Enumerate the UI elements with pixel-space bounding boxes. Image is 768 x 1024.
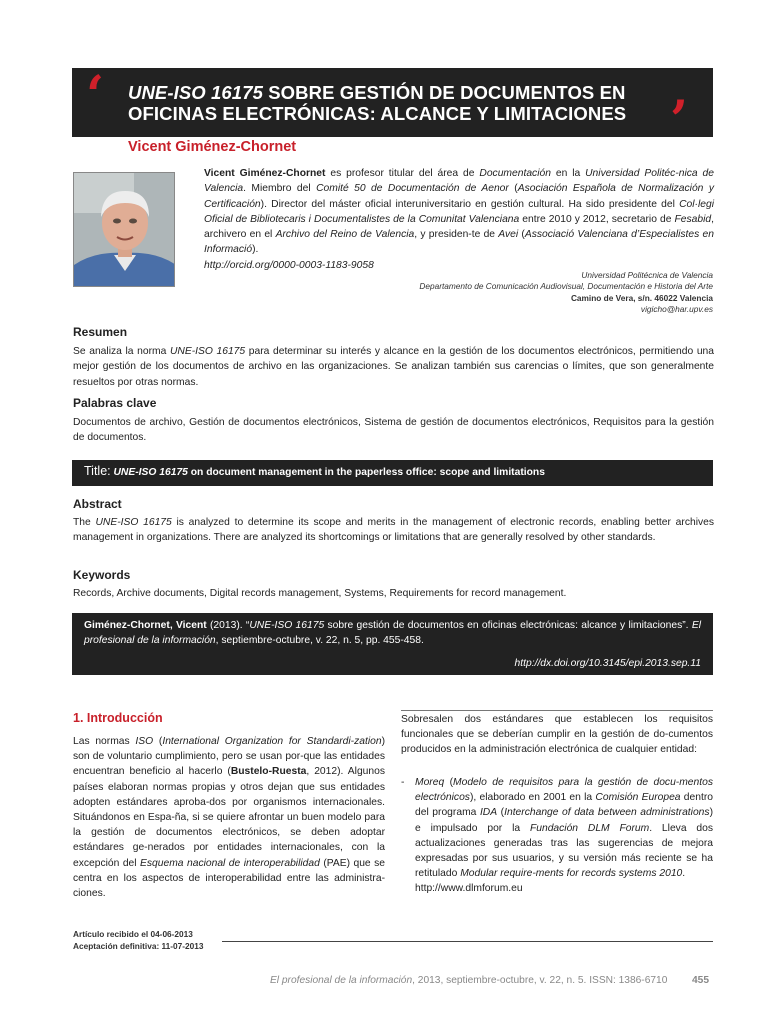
- citation-part: El profesional de la información: [84, 620, 701, 646]
- bullet-marker: -: [401, 777, 405, 788]
- resumen-part: UNE-ISO 16175: [169, 346, 246, 357]
- list-part: Modular require-ments for records systems 2010: [460, 868, 683, 880]
- affiliation-address: Camino de Vera, s/n. 46022 Valencia: [570, 292, 713, 303]
- received-date: Artículo recibido el 04-06-2013: [73, 929, 193, 939]
- keywords-text: Records, Archive documents, Digital records management, Systems, Requirements for record management.: [73, 588, 567, 599]
- citation-box: [72, 613, 713, 675]
- english-title-label: Title:: [84, 464, 111, 478]
- bio-text: entre 2010 y 2012, secretario de: [519, 213, 675, 225]
- right-col-intro: Sobresalen dos estándares que establecen los requisitos funcionales que se deberían cumplir en la gestión de do-cumentos producidos en la administración electrónica de cualquier entidad:: [401, 714, 713, 756]
- list-part: .: [682, 868, 686, 880]
- list-part: Moreq: [415, 777, 445, 788]
- dlm-forum-link[interactable]: http://www.dlmforum.eu: [415, 883, 523, 895]
- palabras-text: Documentos de archivo, Gestión de documentos electrónicos, Sistema de gestión de documentos electrónicos, Requisitos para la gestión de documentos.: [73, 417, 714, 444]
- resumen-part: para determinar su interés y alcance en la gestión de los documentos electrónicos, permitiendo una mejor gestión de los documentos de archivo en las organizaciones. Se analizan también sus carencias o límites, que son generalmente resueltos por otras normas.: [73, 346, 714, 388]
- bio-text: Asociación Española de Normalización y Certificación: [204, 183, 714, 210]
- list-part: (: [497, 807, 505, 819]
- bio-text: Comité 50 de Documentación de Aenor: [316, 183, 509, 195]
- affiliation-department: Departamento de Comunicación Audiovisual, Documentación e Historia del Arte: [419, 281, 713, 292]
- intro-part: ) son de voluntario cumplimiento, pero se usan por-que las entidades encuentran beneficio al hacerlo (: [73, 736, 386, 778]
- intro-part: (: [153, 736, 163, 747]
- title-line2: OFICINAS ELECTRÓNICAS: ALCANCE Y LIMITACIONES: [128, 103, 627, 124]
- intro-part: , 2012). Algunos países elaboran normas propias y otros dejan que sus entidades adopten estándares aproba-dos por organismos internacionales. Situándonos en Espa-ña, si se quiere afrontar un buen modelo para la gestión de documentos electrónicos, se deben adoptar estándares ge-nerados por entidades internacionales, con la excepción del: [73, 766, 385, 869]
- column-divider: [401, 710, 713, 711]
- journal-footer: [270, 975, 667, 986]
- author-affiliation: [313, 270, 713, 316]
- author-photo: [73, 172, 175, 287]
- page-number: 455: [692, 975, 709, 986]
- citation-part: (2013). “: [206, 620, 250, 631]
- intro-heading: 1. Introducción: [73, 711, 163, 725]
- citation-part: UNE-ISO 16175: [249, 620, 325, 631]
- list-part: dentro del programa: [415, 792, 713, 819]
- list-part: Fundación DLM Forum: [529, 822, 650, 834]
- footer-journal-name: El profesional de la información: [270, 975, 413, 986]
- article-title: [128, 82, 668, 124]
- bio-text: ).: [252, 244, 259, 256]
- citation-part: sobre gestión de documentos en oficinas electrónicas: alcance y limitaciones”.: [324, 620, 692, 631]
- author-portrait-icon: [74, 173, 175, 287]
- open-quote-mark: ‘: [86, 65, 105, 126]
- bio-text: ). Director del máster oficial interuniversitario en gestión cultural. Ha sido presidente del: [260, 198, 680, 210]
- footer-issue-info: , 2013, septiembre-octubre, v. 22, n. 5. ISSN: 1386-6710: [412, 975, 668, 986]
- abstract-part: is analyzed to determine its scope and merits in the management of electronic records, enabling better archives management in organizations. There are analyzed its shortcomings or limitations that are generally resolved by other standards.: [73, 517, 715, 544]
- abstract-heading: Abstract: [73, 497, 122, 511]
- resumen-heading: Resumen: [73, 325, 128, 339]
- title-line1: SOBRE GESTIÓN DE DOCUMENTOS EN: [262, 82, 626, 103]
- bio-text: Fesabid: [674, 213, 712, 225]
- abstract-part: UNE-ISO 16175: [95, 517, 172, 528]
- accepted-date: Aceptación definitiva: 11-07-2013: [73, 941, 204, 952]
- affiliation-email[interactable]: vigicho@har.upv.es: [640, 304, 713, 315]
- english-title-bar: [72, 460, 713, 486]
- orcid-link[interactable]: http://orcid.org/0000-0003-1183-9058: [204, 259, 374, 271]
- resumen-text: [73, 344, 714, 390]
- list-part: ), elaborado en 2001 en la: [469, 792, 596, 804]
- bio-text: Col·legi Oficial de Bibliotecaris i Documentalistes de la Comunitat Valenciana: [204, 198, 714, 225]
- intro-part: International Organization for Standardi-zation: [162, 736, 382, 747]
- affiliation-university: Universidad Politécnica de Valencia: [581, 270, 713, 280]
- article-dates: [73, 928, 204, 953]
- english-title-italic: UNE-ISO 16175: [113, 467, 188, 478]
- list-part: ) e impulsado por la: [415, 807, 713, 834]
- standards-list: [401, 775, 713, 897]
- list-part: Modelo de requisitos para la gestión de docu-mentos electrónicos: [415, 777, 713, 804]
- bio-text: , archivero en el: [204, 213, 714, 241]
- title-italic: UNE-ISO 16175: [128, 82, 263, 103]
- abstract-text: [73, 515, 714, 546]
- bio-text: Archivo del Reino de Valencia: [275, 229, 415, 241]
- list-part: Comisión Europea: [595, 792, 681, 804]
- bio-text: en la: [550, 168, 586, 179]
- list-item: [415, 775, 713, 897]
- intro-part: (PAE) que se centra en los aspectos de interoperabilidad entre las administra-ciones.: [73, 857, 385, 900]
- bio-text: , y presiden-te de: [414, 229, 499, 241]
- citation-author: Giménez-Chornet, Vicent: [84, 620, 207, 631]
- bio-text: Universidad Politéc-nica de Valencia: [204, 168, 714, 195]
- footer-rule: [222, 941, 713, 942]
- bio-text: Documentación: [479, 168, 551, 179]
- abstract-part: The: [73, 517, 96, 528]
- list-part: Interchange of data between administrations: [504, 807, 710, 819]
- list-part: (: [444, 777, 454, 788]
- bio-text: es profesor titular del área de: [325, 168, 480, 179]
- citation-text: [84, 618, 701, 648]
- palabras-heading: Palabras clave: [73, 396, 157, 410]
- close-quote-mark: ’: [670, 90, 689, 151]
- bio-text: Associació Valenciana d’Especialistes en Informació: [204, 229, 715, 256]
- citation-part: , septiembre-octubre, v. 22, n. 5, pp. 455-458.: [215, 635, 424, 646]
- bio-text: Avei: [498, 229, 519, 241]
- author-name: Vicent Giménez-Chornet: [128, 139, 297, 155]
- bio-text: . Miembro del: [243, 183, 317, 195]
- intro-part: ISO: [135, 736, 154, 747]
- list-part: . Lleva dos actualizaciones generadas tras las sugerencias de mejora expresadas por sus usuarios, y su versión más reciente se ha retitulado: [415, 822, 713, 880]
- intro-part: Bustelo-Ruesta: [230, 766, 307, 778]
- english-title-rest: on document management in the paperless office: scope and limitations: [187, 467, 545, 478]
- author-bio: [204, 166, 714, 273]
- intro-part: Esquema nacional de interoperabilidad: [140, 857, 320, 869]
- keywords-heading: Keywords: [73, 568, 131, 582]
- citation-doi-link[interactable]: http://dx.doi.org/10.3145/epi.2013.sep.11: [514, 658, 701, 669]
- bio-text: (: [518, 229, 525, 241]
- intro-part: Las normas: [73, 736, 136, 747]
- intro-text: [73, 734, 385, 901]
- resumen-part: Se analiza la norma: [73, 346, 170, 357]
- bio-author-name: Vicent Giménez-Chornet: [204, 168, 326, 179]
- list-part: IDA: [479, 807, 498, 819]
- bio-text: (: [508, 183, 518, 195]
